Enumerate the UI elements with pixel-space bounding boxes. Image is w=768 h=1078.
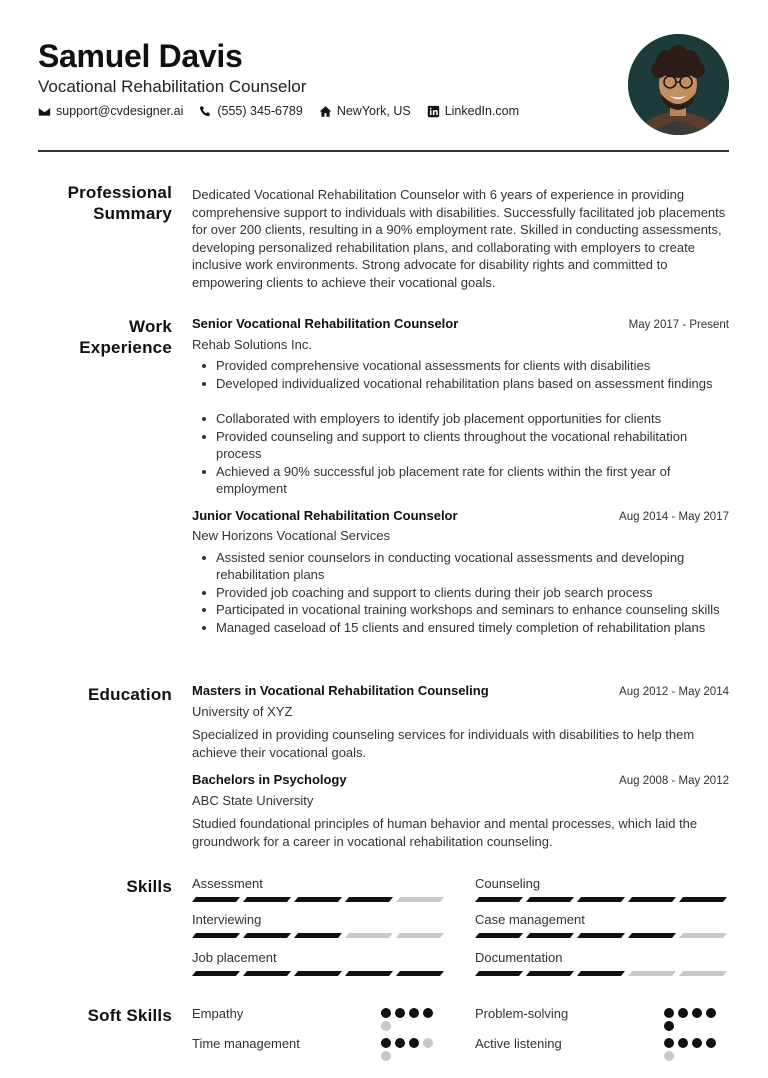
skill-level-dot — [664, 1008, 674, 1018]
soft-skill-level-dots — [664, 1038, 720, 1061]
skill-level-bar — [192, 933, 445, 938]
skill-level-segment — [577, 971, 625, 976]
bullet-item: Developed individualized vocational rehabilitation plans based on assessment findings — [192, 375, 729, 393]
education-date: Aug 2008 - May 2012 — [619, 775, 729, 787]
bullet-item: Collaborated with employers to identify job placement opportunities for clients — [192, 410, 729, 428]
work-title-line2: Experience — [79, 338, 172, 357]
skill-level-segment — [243, 971, 291, 976]
job-entry — [192, 315, 729, 498]
skill-level-segment — [345, 933, 393, 938]
skill-level-dot — [381, 1021, 391, 1031]
skill-level-segment — [192, 971, 240, 976]
skill-level-segment — [345, 897, 393, 902]
skill-level-dot — [423, 1038, 433, 1048]
degree-title: Bachelors in Psychology — [192, 772, 347, 787]
soft-skill-level-dots — [664, 1008, 720, 1031]
contact-phone[interactable] — [199, 104, 302, 118]
soft-skill-label: Problem-solving — [475, 1006, 569, 1021]
skill-label: Case management — [475, 912, 585, 927]
skill-level-dot — [664, 1038, 674, 1048]
section-title-work — [79, 316, 172, 358]
skill-label: Interviewing — [192, 912, 262, 927]
candidate-role: Vocational Rehabilitation Counselor — [38, 77, 307, 96]
skill-label: Documentation — [475, 950, 563, 965]
skill-level-segment — [475, 933, 523, 938]
bullet-item: Participated in vocational training workshops and seminars to enhance counseling skills — [192, 601, 729, 619]
job-date: May 2017 - Present — [628, 319, 729, 331]
email-text: support@cvdesigner.ai — [56, 104, 184, 118]
skill-level-segment — [294, 933, 342, 938]
skill-level-segment — [294, 971, 342, 976]
contact-email[interactable] — [38, 104, 183, 118]
profile-photo — [628, 34, 729, 135]
skill-level-dot — [395, 1008, 405, 1018]
skill-level-bar — [475, 933, 728, 938]
skill-level-segment — [679, 897, 727, 902]
bullet-item: Provided counseling and support to clients throughout the vocational rehabilitation process — [192, 428, 729, 463]
skill-level-segment — [526, 933, 574, 938]
summary-title-line2: Summary — [93, 204, 172, 223]
summary-section — [192, 186, 729, 291]
soft-skill-label: Empathy — [192, 1006, 244, 1021]
soft-skill-level-dots — [381, 1038, 437, 1061]
skill-item — [192, 876, 445, 902]
skill-level-bar — [192, 971, 445, 976]
skill-item — [475, 950, 728, 976]
skill-level-segment — [577, 897, 625, 902]
header-divider — [38, 150, 729, 152]
skill-level-segment — [243, 933, 291, 938]
skill-level-dot — [692, 1008, 702, 1018]
job-bullets — [192, 357, 729, 392]
linkedin-text: LinkedIn.com — [444, 104, 520, 118]
section-title-education: Education — [88, 685, 172, 704]
location-text: NewYork, US — [336, 104, 411, 118]
degree-title: Masters in Vocational Rehabilitation Counseling — [192, 683, 489, 698]
education-description: Specialized in providing counseling services for individuals with disabilities to help them achieve their vocational goals. — [192, 727, 695, 760]
phone-text: (555) 345-6789 — [217, 104, 303, 118]
school-name: University of XYZ — [192, 703, 293, 719]
section-title-soft-skills: Soft Skills — [87, 1006, 172, 1025]
skill-level-segment — [475, 971, 523, 976]
skill-item — [192, 950, 445, 976]
skill-level-dot — [409, 1038, 419, 1048]
job-entry — [192, 507, 729, 637]
skill-level-dot — [381, 1038, 391, 1048]
job-company: Rehab Solutions Inc. — [192, 336, 312, 352]
education-entry — [192, 771, 729, 850]
education-section — [192, 682, 729, 850]
skill-level-segment — [526, 897, 574, 902]
skill-level-segment — [475, 897, 523, 902]
job-bullets — [192, 549, 729, 637]
skill-level-segment — [192, 897, 240, 902]
skill-level-dot — [678, 1008, 688, 1018]
skill-level-dot — [409, 1008, 419, 1018]
skill-level-segment — [396, 933, 444, 938]
soft-skill-level-dots — [381, 1008, 437, 1031]
skill-label: Job placement — [192, 950, 277, 965]
skill-level-segment — [628, 897, 676, 902]
bullet-item: Provided comprehensive vocational assessments for clients with disabilities — [192, 357, 729, 375]
skill-level-bar — [475, 897, 728, 902]
bullet-item: Achieved a 90% successful job placement rate for clients within the first year of employment — [192, 463, 729, 498]
skill-level-segment — [526, 971, 574, 976]
skill-level-segment — [679, 933, 727, 938]
home-icon — [319, 105, 332, 118]
bullet-item: Provided job coaching and support to clients during their job search process — [192, 584, 729, 602]
skill-level-segment — [192, 933, 240, 938]
skill-label: Assessment — [192, 876, 263, 891]
skill-level-segment — [679, 971, 727, 976]
bullet-item: Managed caseload of 15 clients and ensured timely completion of rehabilitation plans — [192, 619, 729, 637]
soft-skill-item — [192, 1036, 445, 1051]
skill-level-segment — [345, 971, 393, 976]
skill-level-dot — [395, 1038, 405, 1048]
section-title-skills: Skills — [126, 877, 172, 896]
summary-text: Dedicated Vocational Rehabilitation Counselor with 6 years of experience in providing comprehensive support to individuals with disabilities. Successfully facilitated job placements for over 200 clients, resulting in a 90% employment rate. Skilled in conducting assessments, developing personalized rehabilitation plans, and collaborating with employers to create inclusive work environments. Strong advocate for disability rights and committed to empowering clients to achieve their vocational goals. — [192, 187, 726, 290]
contact-linkedin[interactable] — [427, 104, 519, 118]
education-date: Aug 2012 - May 2014 — [619, 686, 729, 698]
skill-level-segment — [628, 971, 676, 976]
envelope-icon — [38, 105, 51, 118]
avatar-portrait — [628, 34, 729, 135]
phone-icon — [199, 105, 212, 118]
section-title-summary — [68, 182, 172, 224]
job-company: New Horizons Vocational Services — [192, 528, 390, 543]
skill-item — [475, 912, 728, 938]
contact-location — [319, 104, 411, 118]
school-name: ABC State University — [192, 792, 314, 808]
skill-level-dot — [706, 1038, 716, 1048]
skill-level-dot — [381, 1051, 391, 1061]
bullet-item: Assisted senior counselors in conducting vocational assessments and developing rehabilitation plans — [192, 549, 729, 584]
soft-skill-item — [475, 1006, 728, 1021]
skill-level-segment — [294, 897, 342, 902]
skill-level-dot — [678, 1038, 688, 1048]
skill-level-dot — [706, 1008, 716, 1018]
candidate-name: Samuel Davis — [38, 38, 243, 74]
work-title-line1: Work — [129, 317, 172, 336]
skill-level-segment — [396, 897, 444, 902]
skill-level-segment — [577, 933, 625, 938]
skill-level-dot — [692, 1038, 702, 1048]
summary-title-line1: Professional — [67, 183, 172, 202]
skill-level-segment — [396, 971, 444, 976]
job-bullets — [192, 410, 729, 498]
soft-skill-item — [192, 1006, 445, 1021]
soft-skill-label: Active listening — [475, 1036, 562, 1051]
skill-level-dot — [664, 1051, 674, 1061]
education-description: Studied foundational principles of human behavior and mental processes, which laid the groundwork for a career in vocational rehabilitation counseling. — [192, 816, 698, 849]
skill-level-bar — [475, 971, 728, 976]
skill-item — [192, 912, 445, 938]
soft-skill-label: Time management — [192, 1036, 300, 1051]
job-date: Aug 2014 - May 2017 — [619, 510, 729, 523]
soft-skill-item — [475, 1036, 728, 1051]
job-title: Senior Vocational Rehabilitation Counselor — [192, 316, 459, 331]
skill-label: Counseling — [475, 876, 541, 891]
linkedin-icon — [427, 105, 440, 118]
job-title: Junior Vocational Rehabilitation Counselor — [192, 507, 458, 523]
skill-level-segment — [243, 897, 291, 902]
skill-level-dot — [381, 1008, 391, 1018]
skill-level-dot — [664, 1021, 674, 1031]
contact-row — [38, 104, 519, 118]
education-entry — [192, 682, 729, 761]
skill-level-segment — [628, 933, 676, 938]
skill-level-dot — [423, 1008, 433, 1018]
work-section — [192, 315, 729, 636]
skill-level-bar — [192, 897, 445, 902]
skill-item — [475, 876, 728, 902]
